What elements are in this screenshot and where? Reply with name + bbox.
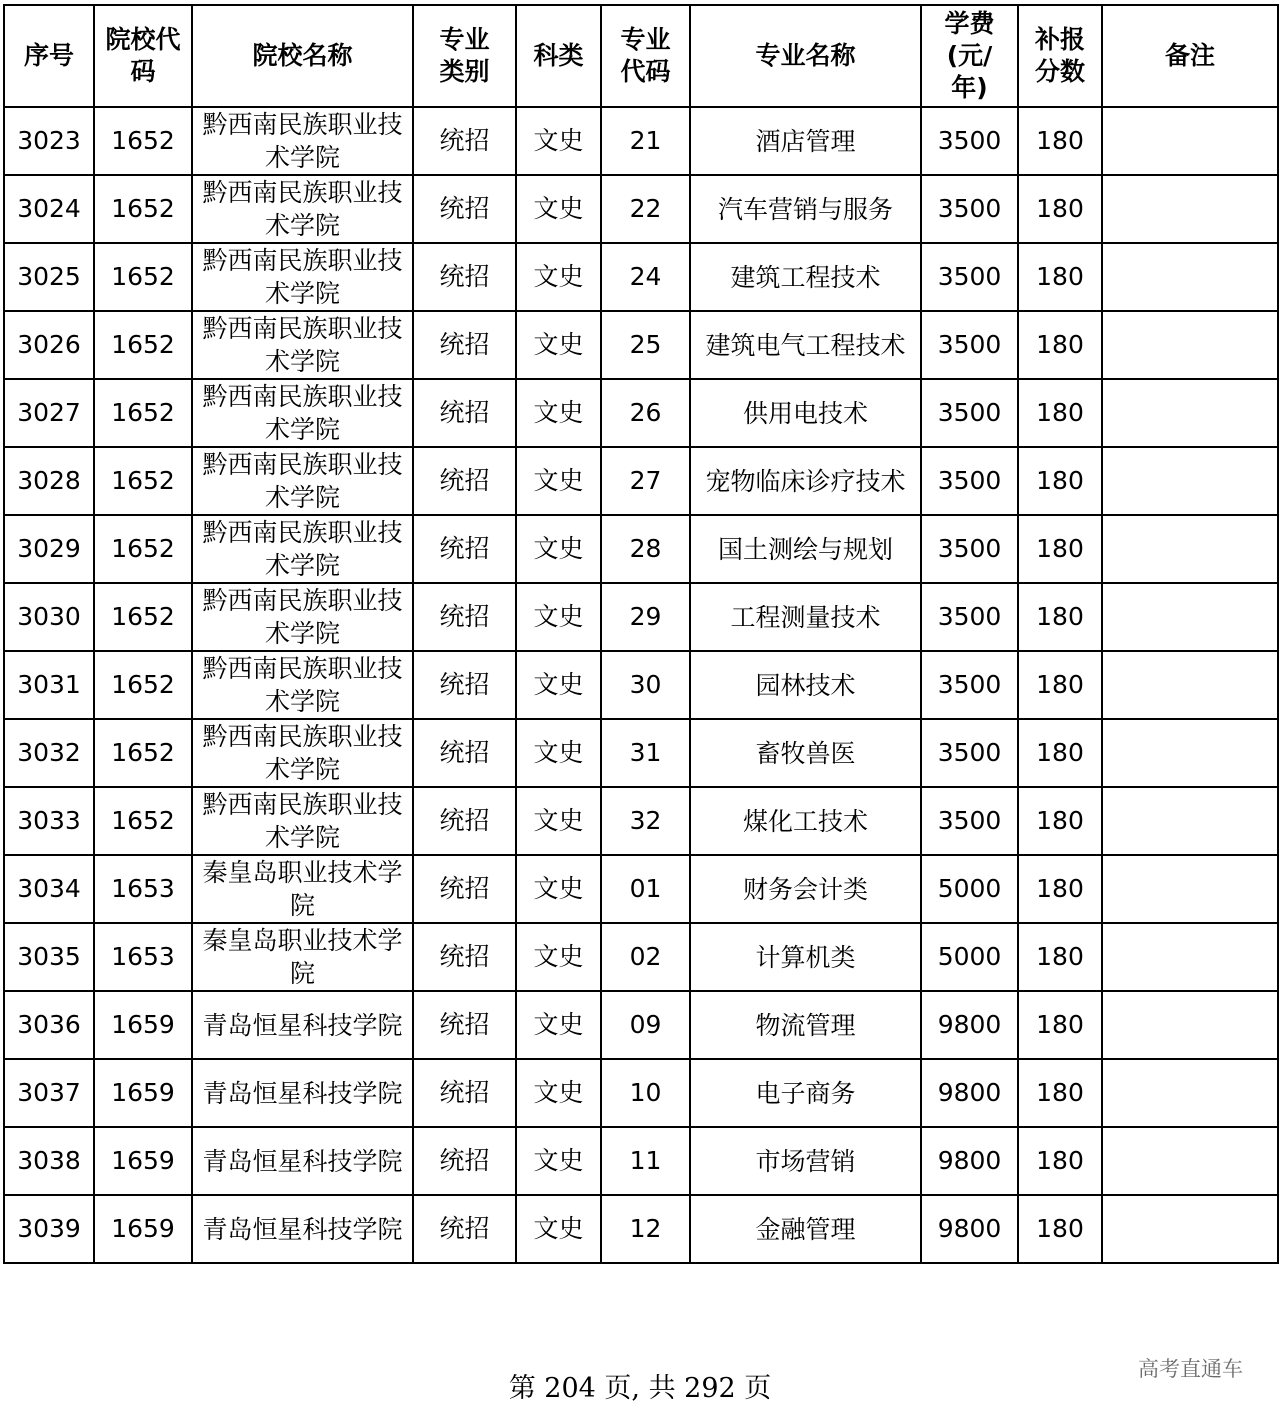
seq-number: 3027 (4, 379, 94, 447)
remark (1102, 991, 1278, 1059)
school-code: 1653 (94, 923, 192, 991)
page-number: 第 204 页, 共 292 页 (508, 1373, 772, 1404)
school-code: 1659 (94, 1195, 192, 1263)
supplement-score: 180 (1018, 175, 1102, 243)
tuition: 3500 (921, 107, 1018, 175)
major-code: 26 (601, 379, 690, 447)
school-code: 1652 (94, 583, 192, 651)
remark (1102, 515, 1278, 583)
school-code: 1659 (94, 1127, 192, 1195)
tuition: 3500 (921, 311, 1018, 379)
header-col-score (1018, 5, 1102, 107)
supplement-score: 180 (1018, 583, 1102, 651)
major-name: 园林技术 (690, 651, 921, 719)
tuition: 9800 (921, 1059, 1018, 1127)
tuition: 3500 (921, 787, 1018, 855)
seq-number: 3028 (4, 447, 94, 515)
header-label: 补报分数 (1034, 25, 1085, 86)
major-type: 统招 (413, 379, 516, 447)
seq-number: 3039 (4, 1195, 94, 1263)
school-code: 1652 (94, 243, 192, 311)
seq-number: 3033 (4, 787, 94, 855)
subject: 文史 (516, 991, 601, 1059)
school-name: 秦皇岛职业技术学院 (192, 855, 413, 923)
header-col-major-name: 专业名称 (690, 5, 921, 107)
major-code: 28 (601, 515, 690, 583)
school-name: 青岛恒星科技学院 (192, 1059, 413, 1127)
school-code: 1652 (94, 379, 192, 447)
tuition: 3500 (921, 583, 1018, 651)
remark (1102, 107, 1278, 175)
table-row (4, 243, 1278, 311)
table-row (4, 107, 1278, 175)
watermark-text: 高考直通车 (1138, 1357, 1243, 1381)
seq-number: 3034 (4, 855, 94, 923)
major-type: 统招 (413, 107, 516, 175)
school-name: 青岛恒星科技学院 (192, 1195, 413, 1263)
major-name: 宠物临床诊疗技术 (690, 447, 921, 515)
subject: 文史 (516, 787, 601, 855)
supplement-score: 180 (1018, 379, 1102, 447)
table-row (4, 651, 1278, 719)
supplement-score: 180 (1018, 1195, 1102, 1263)
subject: 文史 (516, 923, 601, 991)
seq-number: 3029 (4, 515, 94, 583)
major-code: 32 (601, 787, 690, 855)
school-code: 1652 (94, 447, 192, 515)
major-code: 01 (601, 855, 690, 923)
major-name: 物流管理 (690, 991, 921, 1059)
remark (1102, 447, 1278, 515)
major-type: 统招 (413, 515, 516, 583)
major-code: 22 (601, 175, 690, 243)
table-row (4, 175, 1278, 243)
remark (1102, 1127, 1278, 1195)
school-code: 1652 (94, 107, 192, 175)
supplement-score: 180 (1018, 651, 1102, 719)
subject: 文史 (516, 719, 601, 787)
header-col-seq: 序号 (4, 5, 94, 107)
tuition: 3500 (921, 719, 1018, 787)
subject: 文史 (516, 651, 601, 719)
table-row (4, 923, 1278, 991)
header-col-major-type (413, 5, 516, 107)
table-row (4, 1059, 1278, 1127)
seq-number: 3025 (4, 243, 94, 311)
major-name: 建筑工程技术 (690, 243, 921, 311)
major-name: 煤化工技术 (690, 787, 921, 855)
subject: 文史 (516, 243, 601, 311)
remark (1102, 651, 1278, 719)
major-code: 24 (601, 243, 690, 311)
major-type: 统招 (413, 1195, 516, 1263)
school-name: 黔西南民族职业技术学院 (192, 243, 413, 311)
school-code: 1652 (94, 651, 192, 719)
school-code: 1652 (94, 515, 192, 583)
supplement-score: 180 (1018, 515, 1102, 583)
school-code: 1659 (94, 1059, 192, 1127)
remark (1102, 583, 1278, 651)
major-code: 21 (601, 107, 690, 175)
admission-table-wrapper (3, 4, 1279, 1264)
remark (1102, 855, 1278, 923)
subject: 文史 (516, 1127, 601, 1195)
supplement-score: 180 (1018, 107, 1102, 175)
remark (1102, 719, 1278, 787)
school-name: 秦皇岛职业技术学院 (192, 923, 413, 991)
remark (1102, 379, 1278, 447)
table-body (4, 107, 1278, 1263)
major-name: 计算机类 (690, 923, 921, 991)
tuition: 3500 (921, 175, 1018, 243)
major-code: 27 (601, 447, 690, 515)
remark (1102, 311, 1278, 379)
header-col-tuition (921, 5, 1018, 107)
supplement-score: 180 (1018, 1127, 1102, 1195)
seq-number: 3035 (4, 923, 94, 991)
tuition: 3500 (921, 515, 1018, 583)
major-code: 02 (601, 923, 690, 991)
tuition: 9800 (921, 1127, 1018, 1195)
major-code: 12 (601, 1195, 690, 1263)
school-name: 黔西南民族职业技术学院 (192, 583, 413, 651)
tuition: 3500 (921, 243, 1018, 311)
major-code: 09 (601, 991, 690, 1059)
seq-number: 3036 (4, 991, 94, 1059)
major-type: 统招 (413, 651, 516, 719)
major-type: 统招 (413, 447, 516, 515)
header-label: 学费(元/年) (944, 9, 995, 102)
major-type: 统招 (413, 243, 516, 311)
table-row (4, 447, 1278, 515)
major-code: 11 (601, 1127, 690, 1195)
school-name: 黔西南民族职业技术学院 (192, 379, 413, 447)
subject: 文史 (516, 583, 601, 651)
major-type: 统招 (413, 311, 516, 379)
major-name: 电子商务 (690, 1059, 921, 1127)
tuition: 3500 (921, 447, 1018, 515)
header-label: 专业类别 (439, 25, 490, 86)
major-type: 统招 (413, 991, 516, 1059)
supplement-score: 180 (1018, 1059, 1102, 1127)
major-name: 财务会计类 (690, 855, 921, 923)
tuition: 5000 (921, 855, 1018, 923)
major-name: 金融管理 (690, 1195, 921, 1263)
supplement-score: 180 (1018, 311, 1102, 379)
major-type: 统招 (413, 1059, 516, 1127)
table-row (4, 583, 1278, 651)
remark (1102, 923, 1278, 991)
seq-number: 3038 (4, 1127, 94, 1195)
school-code: 1652 (94, 719, 192, 787)
school-code: 1659 (94, 991, 192, 1059)
school-name: 黔西南民族职业技术学院 (192, 447, 413, 515)
tuition: 9800 (921, 1195, 1018, 1263)
major-name: 市场营销 (690, 1127, 921, 1195)
supplement-score: 180 (1018, 991, 1102, 1059)
school-name: 青岛恒星科技学院 (192, 1127, 413, 1195)
major-type: 统招 (413, 855, 516, 923)
school-name: 黔西南民族职业技术学院 (192, 175, 413, 243)
major-type: 统招 (413, 787, 516, 855)
remark (1102, 787, 1278, 855)
tuition: 3500 (921, 379, 1018, 447)
supplement-score: 180 (1018, 855, 1102, 923)
table-row (4, 311, 1278, 379)
major-code: 29 (601, 583, 690, 651)
supplement-score: 180 (1018, 787, 1102, 855)
header-col-school-name: 院校名称 (192, 5, 413, 107)
subject: 文史 (516, 379, 601, 447)
major-name: 建筑电气工程技术 (690, 311, 921, 379)
school-name: 黔西南民族职业技术学院 (192, 651, 413, 719)
admission-table (3, 4, 1279, 1264)
header-col-subject: 科类 (516, 5, 601, 107)
seq-number: 3037 (4, 1059, 94, 1127)
subject: 文史 (516, 311, 601, 379)
major-name: 国土测绘与规划 (690, 515, 921, 583)
subject: 文史 (516, 175, 601, 243)
seq-number: 3031 (4, 651, 94, 719)
seq-number: 3032 (4, 719, 94, 787)
tuition: 9800 (921, 991, 1018, 1059)
major-code: 10 (601, 1059, 690, 1127)
seq-number: 3023 (4, 107, 94, 175)
major-name: 畜牧兽医 (690, 719, 921, 787)
remark (1102, 243, 1278, 311)
table-row (4, 379, 1278, 447)
supplement-score: 180 (1018, 719, 1102, 787)
major-code: 31 (601, 719, 690, 787)
school-code: 1652 (94, 787, 192, 855)
school-name: 黔西南民族职业技术学院 (192, 787, 413, 855)
school-name: 青岛恒星科技学院 (192, 991, 413, 1059)
major-name: 供用电技术 (690, 379, 921, 447)
subject: 文史 (516, 107, 601, 175)
major-type: 统招 (413, 1127, 516, 1195)
table-header-row (4, 5, 1278, 107)
school-name: 黔西南民族职业技术学院 (192, 311, 413, 379)
school-code: 1652 (94, 311, 192, 379)
supplement-score: 180 (1018, 923, 1102, 991)
table-row (4, 1195, 1278, 1263)
school-name: 黔西南民族职业技术学院 (192, 719, 413, 787)
header-col-major-code (601, 5, 690, 107)
header-col-school-code (94, 5, 192, 107)
school-name: 黔西南民族职业技术学院 (192, 107, 413, 175)
subject: 文史 (516, 855, 601, 923)
school-code: 1653 (94, 855, 192, 923)
supplement-score: 180 (1018, 447, 1102, 515)
table-row (4, 515, 1278, 583)
table-row (4, 719, 1278, 787)
subject: 文史 (516, 515, 601, 583)
major-type: 统招 (413, 583, 516, 651)
major-type: 统招 (413, 175, 516, 243)
table-row (4, 1127, 1278, 1195)
supplement-score: 180 (1018, 243, 1102, 311)
seq-number: 3030 (4, 583, 94, 651)
table-row (4, 855, 1278, 923)
tuition: 3500 (921, 651, 1018, 719)
remark (1102, 175, 1278, 243)
subject: 文史 (516, 1059, 601, 1127)
major-code: 30 (601, 651, 690, 719)
subject: 文史 (516, 447, 601, 515)
major-name: 工程测量技术 (690, 583, 921, 651)
major-type: 统招 (413, 923, 516, 991)
school-code: 1652 (94, 175, 192, 243)
seq-number: 3024 (4, 175, 94, 243)
seq-number: 3026 (4, 311, 94, 379)
tuition: 5000 (921, 923, 1018, 991)
table-row (4, 787, 1278, 855)
table-row (4, 991, 1278, 1059)
header-col-remark: 备注 (1102, 5, 1278, 107)
major-code: 25 (601, 311, 690, 379)
remark (1102, 1059, 1278, 1127)
major-type: 统招 (413, 719, 516, 787)
major-name: 汽车营销与服务 (690, 175, 921, 243)
major-name: 酒店管理 (690, 107, 921, 175)
subject: 文史 (516, 1195, 601, 1263)
remark (1102, 1195, 1278, 1263)
school-name: 黔西南民族职业技术学院 (192, 515, 413, 583)
header-label: 专业代码 (620, 25, 671, 86)
header-label: 院校代码 (105, 25, 181, 86)
